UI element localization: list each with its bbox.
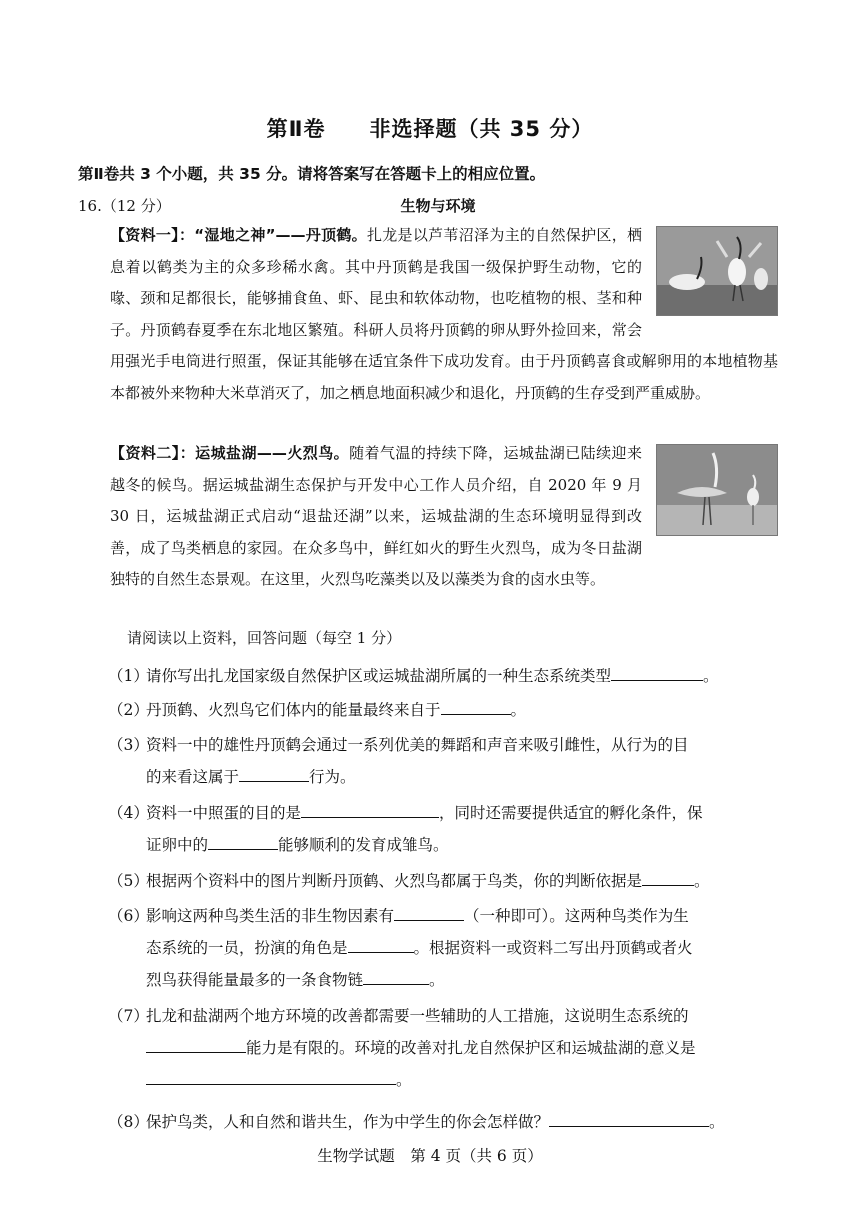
reading-instruction: 请阅读以上资料，回答问题（每空 1 分）: [127, 629, 402, 647]
crane-photo: [656, 226, 778, 316]
material-two-text: 随着气温的持续下降，运城盐湖已陆续迎来越冬的候鸟。据运城盐湖生态保护与开发中心工作人员介绍，自 2020 年 9 月 30 日，运城盐湖正式启动“退盐还湖”以来，运城盐湖的生态环境明显得到改善，成了鸟类栖息的家园。在众多鸟中，鲜红如火的野生火烈鸟，成为冬日盐湖独特的自然生态景观。在这里，火烈鸟吃藻类以及以藻类为食的卤水虫等。: [110, 444, 642, 588]
sub-question-2: [108, 694, 788, 726]
question-text: 丹顶鹤、火烈鸟它们体内的能量最终来自于: [146, 701, 441, 719]
section-title: 第Ⅱ卷 非选择题（共 35 分）: [266, 117, 594, 141]
sub-question-number: （5）: [108, 872, 149, 890]
answer-blank[interactable]: [239, 763, 309, 782]
question-text: ，同时还需要提供适宜的孵化条件，保: [439, 804, 703, 822]
material-two: [110, 438, 778, 596]
sub-question-number: （3）: [108, 736, 149, 754]
sub-question-number: （8）: [108, 1113, 149, 1131]
question-text: 影响这两种鸟类生活的非生物因素有: [146, 907, 395, 925]
sub-question-5: [108, 865, 788, 897]
sub-question-number: （6）: [108, 907, 149, 925]
sub-question-number: （2）: [108, 701, 149, 719]
question-text: 。: [510, 701, 527, 719]
question-text: 资料一中的雄性丹顶鹤会通过一系列优美的舞蹈和声音来吸引雌性，从行为的目: [146, 736, 689, 754]
answer-blank[interactable]: [549, 1108, 709, 1127]
question-text: 保护鸟类，人和自然和谐共生，作为中学生的你会怎样做？: [146, 1113, 550, 1131]
question-text: 能够顺利的发育成雏鸟。: [278, 836, 449, 854]
sub-question-number: （1）: [108, 667, 149, 685]
question-number: 16.（12 分）: [78, 197, 171, 215]
answer-blank[interactable]: [146, 1034, 246, 1053]
question-text: 。根据资料一或资料二写出丹顶鹤或者火: [413, 939, 693, 957]
material-one-text: 扎龙是以芦苇沼泽为主的自然保护区，栖息着以鹤类为主的众多珍稀水禽。其中丹顶鹤是我国一级保护野生动物，它的喙、颈和足都很长，能够捕食鱼、虾、昆虫和软体动物，也吃植物的根、茎和种子。丹顶鹤春夏季在东北地区繁殖。科研人员将丹顶鹤的卵从野外捡回来，常会用强光手电筒进行照蛋，保证其能够在适宜条件下成功发育。由于丹顶鹤喜食或解卵用的本地植物基本都被外来物种大米草消灭了，加之栖息地面积减少和退化，丹顶鹤的生存受到严重威胁。: [110, 226, 778, 402]
question-topic: 生物与环境: [400, 197, 476, 215]
question-text: 态系统的一员，扮演的角色是: [146, 939, 348, 957]
question-text: 行为。: [309, 768, 356, 786]
sub-question-1: [108, 660, 788, 692]
sub-question-3: [108, 729, 788, 793]
question-text: 的来看这属于: [146, 768, 240, 786]
question-text: 证卵中的: [146, 836, 209, 854]
sub-question-6: [108, 900, 788, 996]
question-text: 能力是有限的。环境的改善对扎龙自然保护区和运城盐湖的意义是: [246, 1039, 696, 1057]
flamingo-photo: [656, 444, 778, 536]
section-intro: 第Ⅱ卷共 3 个小题，共 35 分。请将答案写在答题卡上的相应位置。: [78, 165, 546, 183]
question-text: 。: [703, 667, 719, 685]
question-text: 资料一中照蛋的目的是: [146, 804, 302, 822]
answer-blank[interactable]: [394, 902, 464, 921]
question-text: 。: [694, 872, 710, 890]
answer-blank[interactable]: [208, 831, 278, 850]
question-text: 。: [709, 1113, 725, 1131]
question-text: 根据两个资料中的图片判断丹顶鹤、火烈鸟都属于鸟类，你的判断依据是: [146, 872, 643, 890]
sub-question-number: （7）: [108, 1007, 149, 1025]
question-text: 烈鸟获得能量最多的一条食物链: [146, 971, 364, 989]
question-text: 。: [396, 1071, 412, 1089]
question-text: 。: [429, 971, 445, 989]
answer-blank[interactable]: [301, 799, 439, 818]
answer-blank[interactable]: [441, 696, 511, 715]
answer-blank[interactable]: [611, 662, 703, 681]
sub-question-8: [108, 1106, 788, 1138]
sub-question-number: （4）: [108, 804, 149, 822]
sub-question-4: [108, 797, 788, 861]
page-footer: 生物学试题 第 4 页（共 6 页）: [317, 1147, 543, 1165]
answer-blank[interactable]: [146, 1066, 396, 1085]
material-one: [110, 220, 778, 409]
sub-question-7: [108, 1000, 788, 1096]
question-text: （一种即可）。这两种鸟类作为生: [464, 907, 689, 925]
question-text: 请你写出扎龙国家级自然保护区或运城盐湖所属的一种生态系统类型: [146, 667, 612, 685]
material-two-lead: 【资料二】：运城盐湖——火烈鸟。: [110, 444, 350, 462]
material-one-lead: 【资料一】：“湿地之神”——丹顶鹤。: [110, 226, 367, 244]
question-text: 扎龙和盐湖两个地方环境的改善都需要一些辅助的人工措施，这说明生态系统的: [146, 1007, 689, 1025]
answer-blank[interactable]: [348, 934, 414, 953]
answer-blank[interactable]: [642, 867, 694, 886]
answer-blank[interactable]: [363, 966, 429, 985]
